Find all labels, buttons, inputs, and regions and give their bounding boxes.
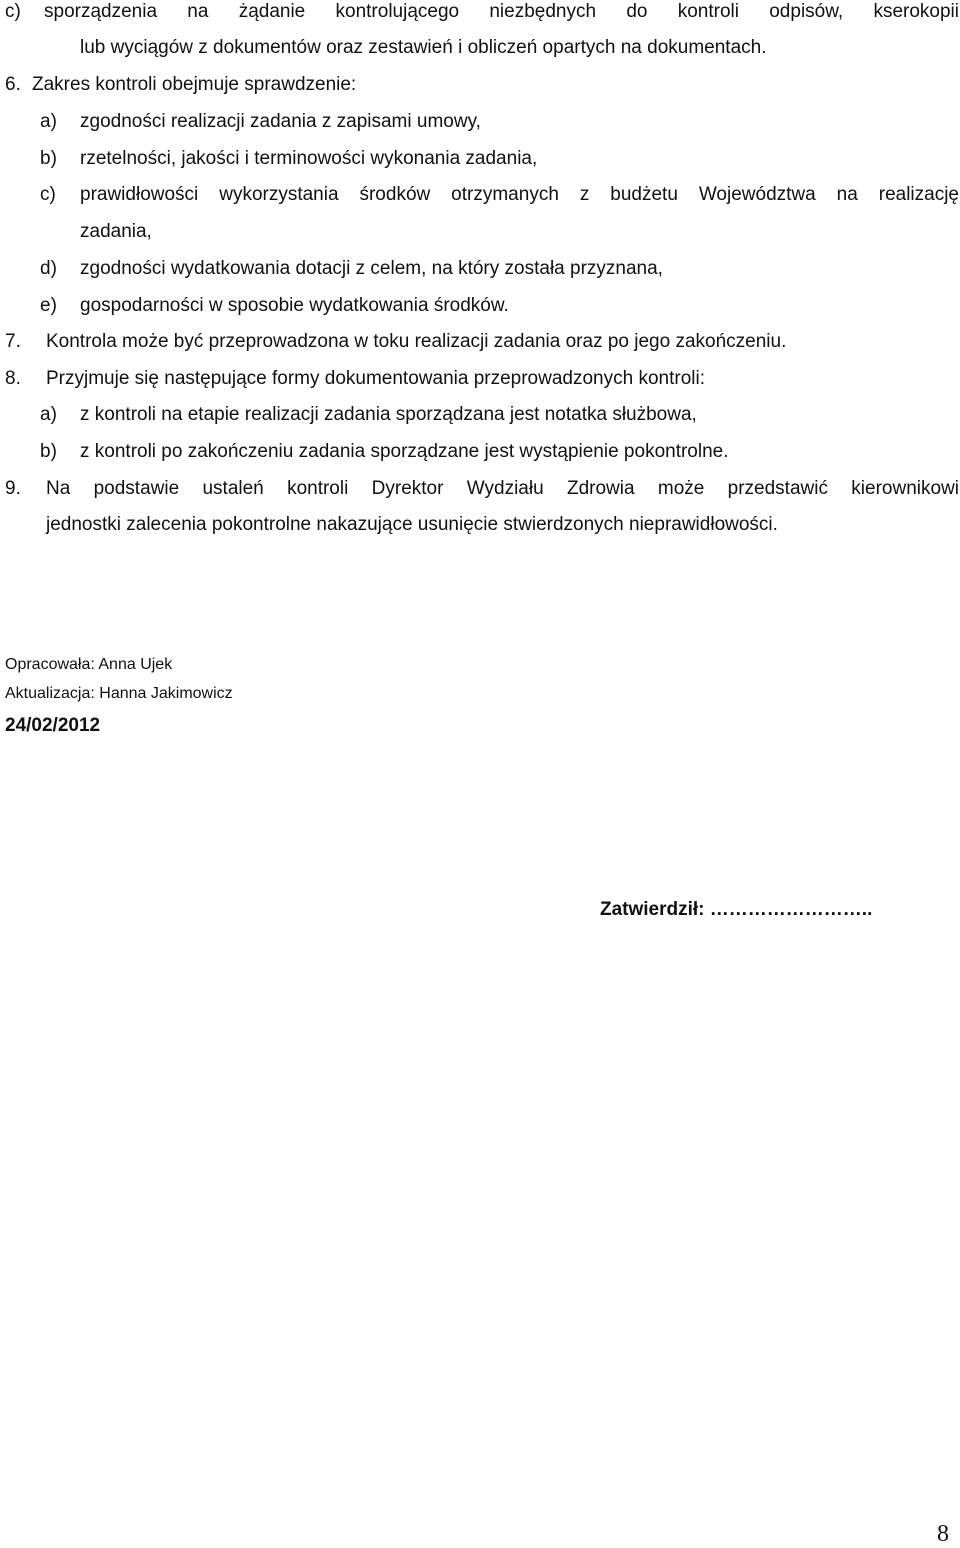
- updated-by: Aktualizacja: Hanna Jakimowicz: [5, 685, 233, 702]
- item-7-number: 7.: [5, 331, 21, 352]
- item-6-text: Zakres kontroli obejmuje sprawdzenie:: [32, 74, 357, 95]
- item-6a-label: a): [40, 111, 57, 132]
- item-8b-label: b): [40, 441, 57, 462]
- approval-line: Zatwierdził: ……………………..: [600, 899, 873, 920]
- item-6b-text: rzetelności, jakości i terminowości wykonania zadania,: [80, 148, 538, 169]
- item-8-text: Przyjmuje się następujące formy dokumentowania przeprowadzonych kontroli:: [46, 368, 705, 389]
- item-8a-text: z kontroli na etapie realizacji zadania sporządzana jest notatka służbowa,: [80, 404, 697, 425]
- item-6d-text: zgodności wydatkowania dotacji z celem, na który została przyznana,: [80, 258, 663, 279]
- item-8-number: 8.: [5, 368, 21, 389]
- page-number: 8: [937, 1521, 949, 1547]
- item-6a-text: zgodności realizacji zadania z zapisami umowy,: [80, 111, 481, 132]
- item-9-number: 9.: [5, 478, 21, 499]
- document-date: 24/02/2012: [5, 715, 101, 736]
- item-6c-cont: zadania,: [80, 221, 152, 242]
- item-9-line2: jednostki zalecenia pokontrolne nakazujące usunięcie stwierdzonych nieprawidłowości.: [46, 514, 778, 535]
- prepared-by: Opracowała: Anna Ujek: [5, 656, 173, 673]
- item-5c-line1: sporządzenia na żądanie kontrolującego niezbędnych do kontroli odpisów, kserokopii: [44, 1, 959, 22]
- item-6e-label: e): [40, 295, 57, 316]
- item-5c-label: c): [5, 1, 21, 22]
- item-6c-label: c): [40, 184, 56, 205]
- item-8b-text: z kontroli po zakończeniu zadania sporządzane jest wystąpienie pokontrolne.: [80, 441, 729, 462]
- item-6e-text: gospodarności w sposobie wydatkowania środków.: [80, 295, 509, 316]
- item-6b-label: b): [40, 148, 57, 169]
- item-7-text: Kontrola może być przeprowadzona w toku realizacji zadania oraz po jego zakończeniu.: [46, 331, 787, 352]
- item-6c-text: prawidłowości wykorzystania środków otrzymanych z budżetu Województwa na realizację: [80, 184, 959, 205]
- item-6d-label: d): [40, 258, 57, 279]
- item-9-line1: Na podstawie ustaleń kontroli Dyrektor Wydziału Zdrowia może przedstawić kierownikowi: [46, 478, 959, 499]
- item-5c-line2: lub wyciągów z dokumentów oraz zestawień i obliczeń opartych na dokumentach.: [80, 37, 767, 58]
- item-8a-label: a): [40, 404, 57, 425]
- item-6-number: 6.: [5, 74, 21, 95]
